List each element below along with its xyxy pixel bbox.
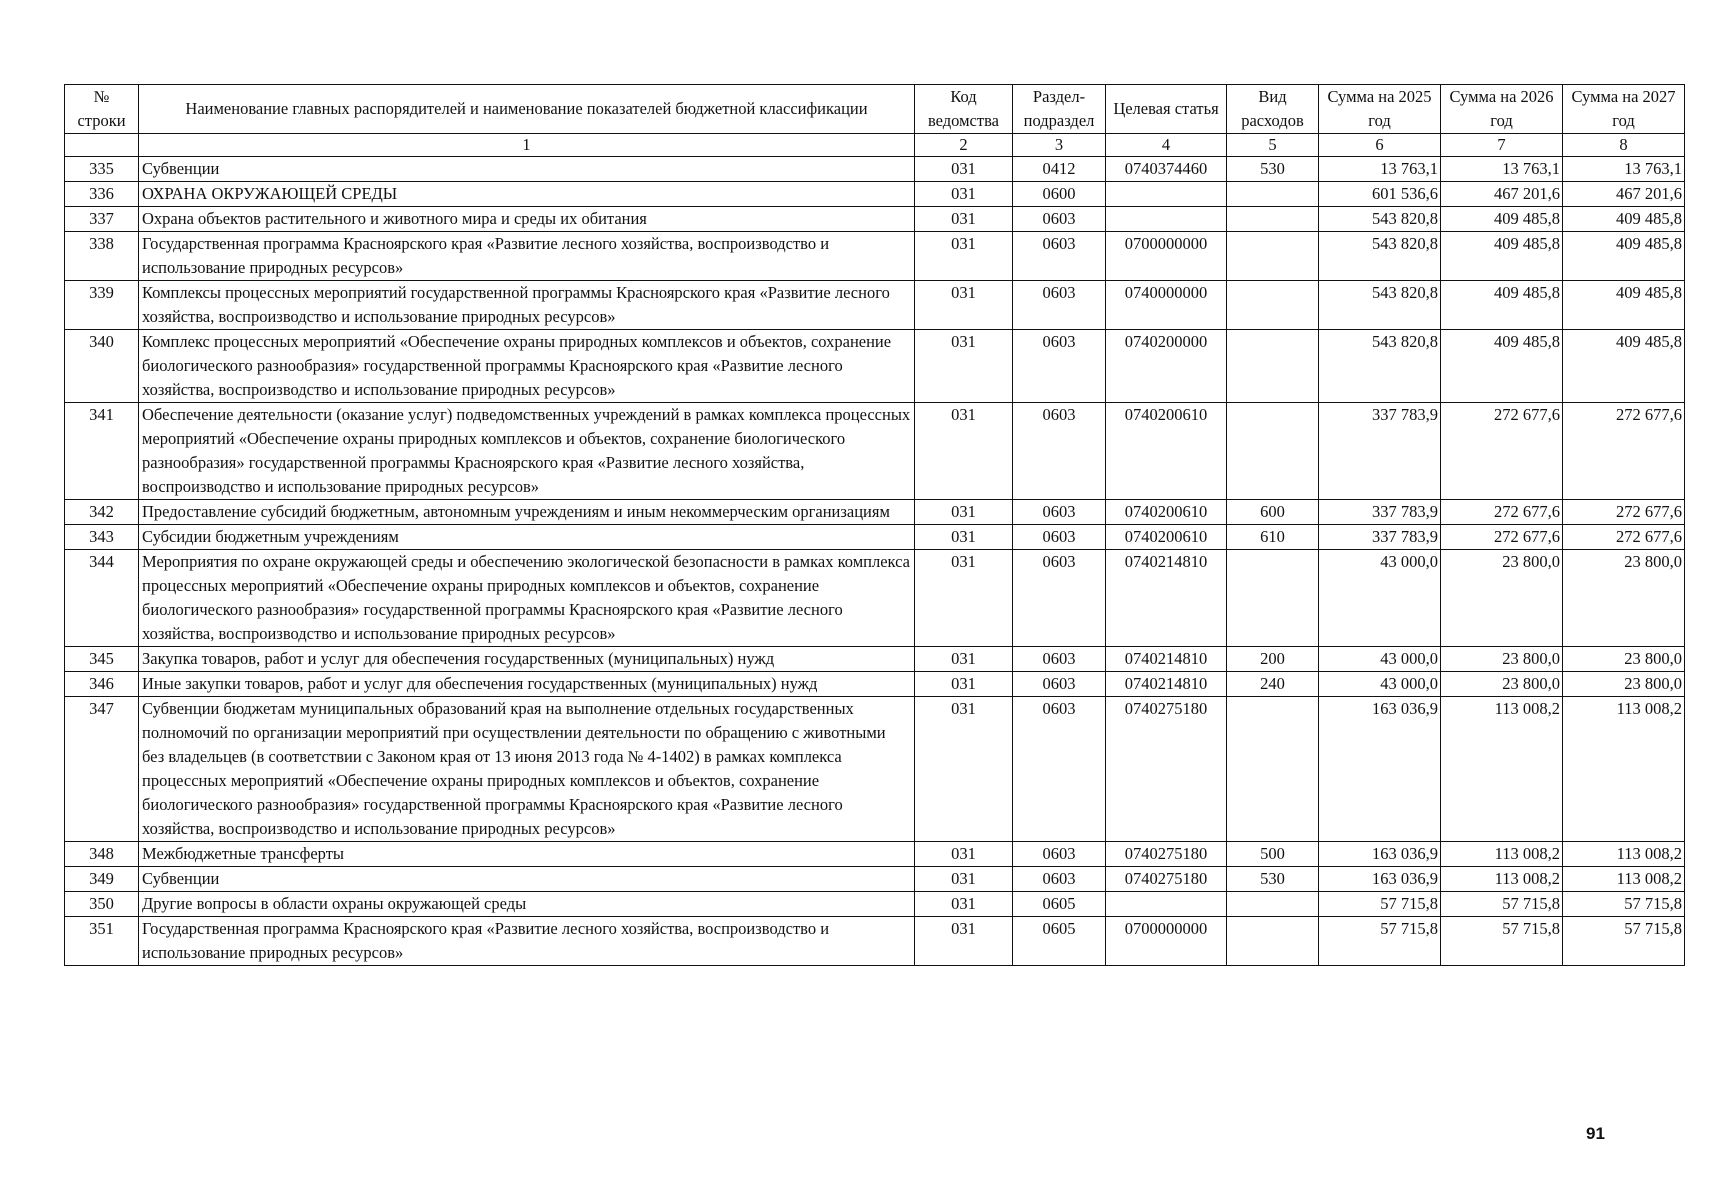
sum-2026: 13 763,1 xyxy=(1441,157,1563,182)
column-number: 6 xyxy=(1319,134,1441,157)
sum-2027: 467 201,6 xyxy=(1563,182,1685,207)
column-number: 8 xyxy=(1563,134,1685,157)
header-sum-2025: Сумма на 2025 год xyxy=(1319,85,1441,134)
row-number: 342 xyxy=(65,500,139,525)
row-name: ОХРАНА ОКРУЖАЮЩЕЙ СРЕДЫ xyxy=(139,182,915,207)
target-article: 0740275180 xyxy=(1106,697,1227,842)
department-code: 031 xyxy=(915,842,1013,867)
department-code: 031 xyxy=(915,330,1013,403)
sum-2027: 409 485,8 xyxy=(1563,281,1685,330)
target-article: 0740275180 xyxy=(1106,842,1227,867)
department-code: 031 xyxy=(915,281,1013,330)
section-code: 0605 xyxy=(1013,917,1106,966)
table-row xyxy=(65,330,1685,403)
header-target-article: Целевая статья xyxy=(1106,85,1227,134)
department-code: 031 xyxy=(915,207,1013,232)
table-row xyxy=(65,892,1685,917)
department-code: 031 xyxy=(915,647,1013,672)
table-row xyxy=(65,917,1685,966)
department-code: 031 xyxy=(915,525,1013,550)
sum-2025: 543 820,8 xyxy=(1319,207,1441,232)
target-article: 0740200610 xyxy=(1106,500,1227,525)
section-code: 0605 xyxy=(1013,892,1106,917)
column-number: 1 xyxy=(139,134,915,157)
expense-type xyxy=(1227,403,1319,500)
sum-2025: 163 036,9 xyxy=(1319,867,1441,892)
row-number: 345 xyxy=(65,647,139,672)
header-section: Раздел-подраздел xyxy=(1013,85,1106,134)
row-name: Межбюджетные трансферты xyxy=(139,842,915,867)
sum-2027: 57 715,8 xyxy=(1563,892,1685,917)
sum-2025: 337 783,9 xyxy=(1319,525,1441,550)
sum-2027: 23 800,0 xyxy=(1563,550,1685,647)
sum-2025: 57 715,8 xyxy=(1319,892,1441,917)
expense-type: 600 xyxy=(1227,500,1319,525)
target-article xyxy=(1106,182,1227,207)
expense-type xyxy=(1227,917,1319,966)
target-article xyxy=(1106,207,1227,232)
section-code: 0603 xyxy=(1013,500,1106,525)
section-code: 0603 xyxy=(1013,550,1106,647)
sum-2027: 409 485,8 xyxy=(1563,207,1685,232)
expense-type xyxy=(1227,330,1319,403)
row-number: 347 xyxy=(65,697,139,842)
row-number: 348 xyxy=(65,842,139,867)
target-article: 0740374460 xyxy=(1106,157,1227,182)
table-row xyxy=(65,403,1685,500)
row-name: Государственная программа Красноярского края «Развитие лесного хозяйства, воспроизводство и использование природных ресурсов» xyxy=(139,917,915,966)
row-name: Охрана объектов растительного и животного мира и среды их обитания xyxy=(139,207,915,232)
sum-2027: 113 008,2 xyxy=(1563,867,1685,892)
sum-2027: 23 800,0 xyxy=(1563,647,1685,672)
sum-2025: 543 820,8 xyxy=(1319,330,1441,403)
row-name: Субвенции xyxy=(139,157,915,182)
column-number: 7 xyxy=(1441,134,1563,157)
section-code: 0603 xyxy=(1013,672,1106,697)
section-code: 0603 xyxy=(1013,867,1106,892)
table-row xyxy=(65,157,1685,182)
sum-2027: 272 677,6 xyxy=(1563,525,1685,550)
row-number: 336 xyxy=(65,182,139,207)
section-code: 0603 xyxy=(1013,842,1106,867)
expense-type xyxy=(1227,550,1319,647)
department-code: 031 xyxy=(915,182,1013,207)
table-row xyxy=(65,500,1685,525)
sum-2025: 13 763,1 xyxy=(1319,157,1441,182)
sum-2027: 272 677,6 xyxy=(1563,500,1685,525)
table-row xyxy=(65,182,1685,207)
sum-2025: 57 715,8 xyxy=(1319,917,1441,966)
row-number: 341 xyxy=(65,403,139,500)
expense-type: 200 xyxy=(1227,647,1319,672)
target-article: 0740214810 xyxy=(1106,647,1227,672)
row-number: 337 xyxy=(65,207,139,232)
sum-2026: 409 485,8 xyxy=(1441,330,1563,403)
sum-2027: 57 715,8 xyxy=(1563,917,1685,966)
sum-2026: 113 008,2 xyxy=(1441,842,1563,867)
target-article: 0740200610 xyxy=(1106,525,1227,550)
target-article: 0740275180 xyxy=(1106,867,1227,892)
sum-2025: 163 036,9 xyxy=(1319,842,1441,867)
row-number: 346 xyxy=(65,672,139,697)
row-number: 349 xyxy=(65,867,139,892)
sum-2025: 43 000,0 xyxy=(1319,647,1441,672)
department-code: 031 xyxy=(915,500,1013,525)
page-number: 91 xyxy=(1586,1124,1605,1143)
section-code: 0412 xyxy=(1013,157,1106,182)
column-number: 2 xyxy=(915,134,1013,157)
sum-2026: 409 485,8 xyxy=(1441,281,1563,330)
sum-2026: 409 485,8 xyxy=(1441,207,1563,232)
expense-type: 240 xyxy=(1227,672,1319,697)
sum-2025: 163 036,9 xyxy=(1319,697,1441,842)
row-number: 339 xyxy=(65,281,139,330)
department-code: 031 xyxy=(915,672,1013,697)
target-article: 0740200610 xyxy=(1106,403,1227,500)
section-code: 0603 xyxy=(1013,330,1106,403)
sum-2026: 467 201,6 xyxy=(1441,182,1563,207)
row-number: 351 xyxy=(65,917,139,966)
header-sum-2027: Сумма на 2027 год xyxy=(1563,85,1685,134)
row-name: Закупка товаров, работ и услуг для обеспечения государственных (муниципальных) нужд xyxy=(139,647,915,672)
row-number: 350 xyxy=(65,892,139,917)
expense-type xyxy=(1227,182,1319,207)
target-article xyxy=(1106,892,1227,917)
row-name: Субсидии бюджетным учреждениям xyxy=(139,525,915,550)
expense-type: 530 xyxy=(1227,157,1319,182)
sum-2026: 272 677,6 xyxy=(1441,500,1563,525)
table-row xyxy=(65,232,1685,281)
expense-type xyxy=(1227,207,1319,232)
row-name: Иные закупки товаров, работ и услуг для обеспечения государственных (муниципальных) нужд xyxy=(139,672,915,697)
sum-2027: 409 485,8 xyxy=(1563,330,1685,403)
sum-2025: 601 536,6 xyxy=(1319,182,1441,207)
table-row xyxy=(65,672,1685,697)
sum-2026: 23 800,0 xyxy=(1441,550,1563,647)
section-code: 0603 xyxy=(1013,697,1106,842)
row-name: Предоставление субсидий бюджетным, автономным учреждениям и иным некоммерческим организациям xyxy=(139,500,915,525)
department-code: 031 xyxy=(915,550,1013,647)
expense-type: 530 xyxy=(1227,867,1319,892)
table-row xyxy=(65,207,1685,232)
row-name: Комплекс процессных мероприятий «Обеспечение охраны природных комплексов и объектов, сохранение биологического разнообразия» государственной программы Красноярского края «Развитие лесного хозяйства, воспроизводство и использование природных ресурсов» xyxy=(139,330,915,403)
target-article: 0700000000 xyxy=(1106,232,1227,281)
section-code: 0603 xyxy=(1013,647,1106,672)
row-number: 343 xyxy=(65,525,139,550)
sum-2026: 23 800,0 xyxy=(1441,647,1563,672)
department-code: 031 xyxy=(915,157,1013,182)
budget-table-container xyxy=(64,84,1684,966)
header-row-number: № строки xyxy=(65,85,139,134)
row-number: 340 xyxy=(65,330,139,403)
row-number: 335 xyxy=(65,157,139,182)
row-name: Другие вопросы в области охраны окружающей среды xyxy=(139,892,915,917)
section-code: 0603 xyxy=(1013,232,1106,281)
column-number: 3 xyxy=(1013,134,1106,157)
budget-table xyxy=(64,84,1685,966)
expense-type xyxy=(1227,892,1319,917)
sum-2027: 13 763,1 xyxy=(1563,157,1685,182)
department-code: 031 xyxy=(915,697,1013,842)
column-number: 4 xyxy=(1106,134,1227,157)
sum-2025: 43 000,0 xyxy=(1319,672,1441,697)
department-code: 031 xyxy=(915,403,1013,500)
sum-2026: 113 008,2 xyxy=(1441,697,1563,842)
sum-2026: 272 677,6 xyxy=(1441,525,1563,550)
row-number: 338 xyxy=(65,232,139,281)
sum-2027: 23 800,0 xyxy=(1563,672,1685,697)
expense-type xyxy=(1227,232,1319,281)
table-body xyxy=(65,134,1685,966)
row-name: Государственная программа Красноярского края «Развитие лесного хозяйства, воспроизводство и использование природных ресурсов» xyxy=(139,232,915,281)
section-code: 0603 xyxy=(1013,403,1106,500)
column-number: 5 xyxy=(1227,134,1319,157)
table-row xyxy=(65,550,1685,647)
table-row xyxy=(65,697,1685,842)
table-row xyxy=(65,525,1685,550)
sum-2027: 113 008,2 xyxy=(1563,842,1685,867)
expense-type xyxy=(1227,697,1319,842)
column-number xyxy=(65,134,139,157)
row-name: Обеспечение деятельности (оказание услуг) подведомственных учреждений в рамках комплекса процессных мероприятий «Обеспечение охраны природных комплексов и объектов, сохранение биологического разнообразия» государственной программы Красноярского края «Развитие лесного хозяйства, воспроизводство и использование природных ресурсов» xyxy=(139,403,915,500)
department-code: 031 xyxy=(915,232,1013,281)
row-name: Мероприятия по охране окружающей среды и обеспечению экологической безопасности в рамках комплекса процессных мероприятий «Обеспечение охраны природных комплексов и объектов, сохранение биологического разнообразия» государственной программы Красноярского края «Развитие лесного хозяйства, воспроизводство и использование природных ресурсов» xyxy=(139,550,915,647)
target-article: 0700000000 xyxy=(1106,917,1227,966)
section-code: 0600 xyxy=(1013,182,1106,207)
sum-2026: 113 008,2 xyxy=(1441,867,1563,892)
column-numbers-row xyxy=(65,134,1685,157)
row-name: Комплексы процессных мероприятий государственной программы Красноярского края «Развитие лесного хозяйства, воспроизводство и использование природных ресурсов» xyxy=(139,281,915,330)
sum-2027: 113 008,2 xyxy=(1563,697,1685,842)
sum-2026: 57 715,8 xyxy=(1441,917,1563,966)
department-code: 031 xyxy=(915,917,1013,966)
target-article: 0740200000 xyxy=(1106,330,1227,403)
row-name: Субвенции xyxy=(139,867,915,892)
sum-2025: 543 820,8 xyxy=(1319,281,1441,330)
header-sum-2026: Сумма на 2026 год xyxy=(1441,85,1563,134)
table-row xyxy=(65,647,1685,672)
expense-type xyxy=(1227,281,1319,330)
sum-2026: 409 485,8 xyxy=(1441,232,1563,281)
sum-2025: 43 000,0 xyxy=(1319,550,1441,647)
table-header xyxy=(65,85,1685,134)
sum-2025: 337 783,9 xyxy=(1319,403,1441,500)
row-name: Субвенции бюджетам муниципальных образований края на выполнение отдельных государственных полномочий по организации мероприятий при осуществлении деятельности по обращению с животными без владельцев (в соответствии с Законом края от 13 июня 2013 года № 4-1402) в рамках комплекса процессных мероприятий «Обеспечение охраны природных комплексов и объектов, сохранение биологического разнообразия» государственной программы Красноярского края «Развитие лесного хозяйства, воспроизводство и использование природных ресурсов» xyxy=(139,697,915,842)
table-row xyxy=(65,842,1685,867)
table-row xyxy=(65,867,1685,892)
sum-2025: 543 820,8 xyxy=(1319,232,1441,281)
table-row xyxy=(65,281,1685,330)
sum-2027: 409 485,8 xyxy=(1563,232,1685,281)
header-department-code: Код ведомства xyxy=(915,85,1013,134)
expense-type: 610 xyxy=(1227,525,1319,550)
row-number: 344 xyxy=(65,550,139,647)
header-expense-type: Вид расходов xyxy=(1227,85,1319,134)
sum-2025: 337 783,9 xyxy=(1319,500,1441,525)
sum-2026: 272 677,6 xyxy=(1441,403,1563,500)
target-article: 0740000000 xyxy=(1106,281,1227,330)
header-name: Наименование главных распорядителей и наименование показателей бюджетной классификации xyxy=(139,85,915,134)
target-article: 0740214810 xyxy=(1106,550,1227,647)
sum-2026: 57 715,8 xyxy=(1441,892,1563,917)
expense-type: 500 xyxy=(1227,842,1319,867)
sum-2026: 23 800,0 xyxy=(1441,672,1563,697)
target-article: 0740214810 xyxy=(1106,672,1227,697)
section-code: 0603 xyxy=(1013,281,1106,330)
department-code: 031 xyxy=(915,867,1013,892)
section-code: 0603 xyxy=(1013,207,1106,232)
section-code: 0603 xyxy=(1013,525,1106,550)
department-code: 031 xyxy=(915,892,1013,917)
sum-2027: 272 677,6 xyxy=(1563,403,1685,500)
